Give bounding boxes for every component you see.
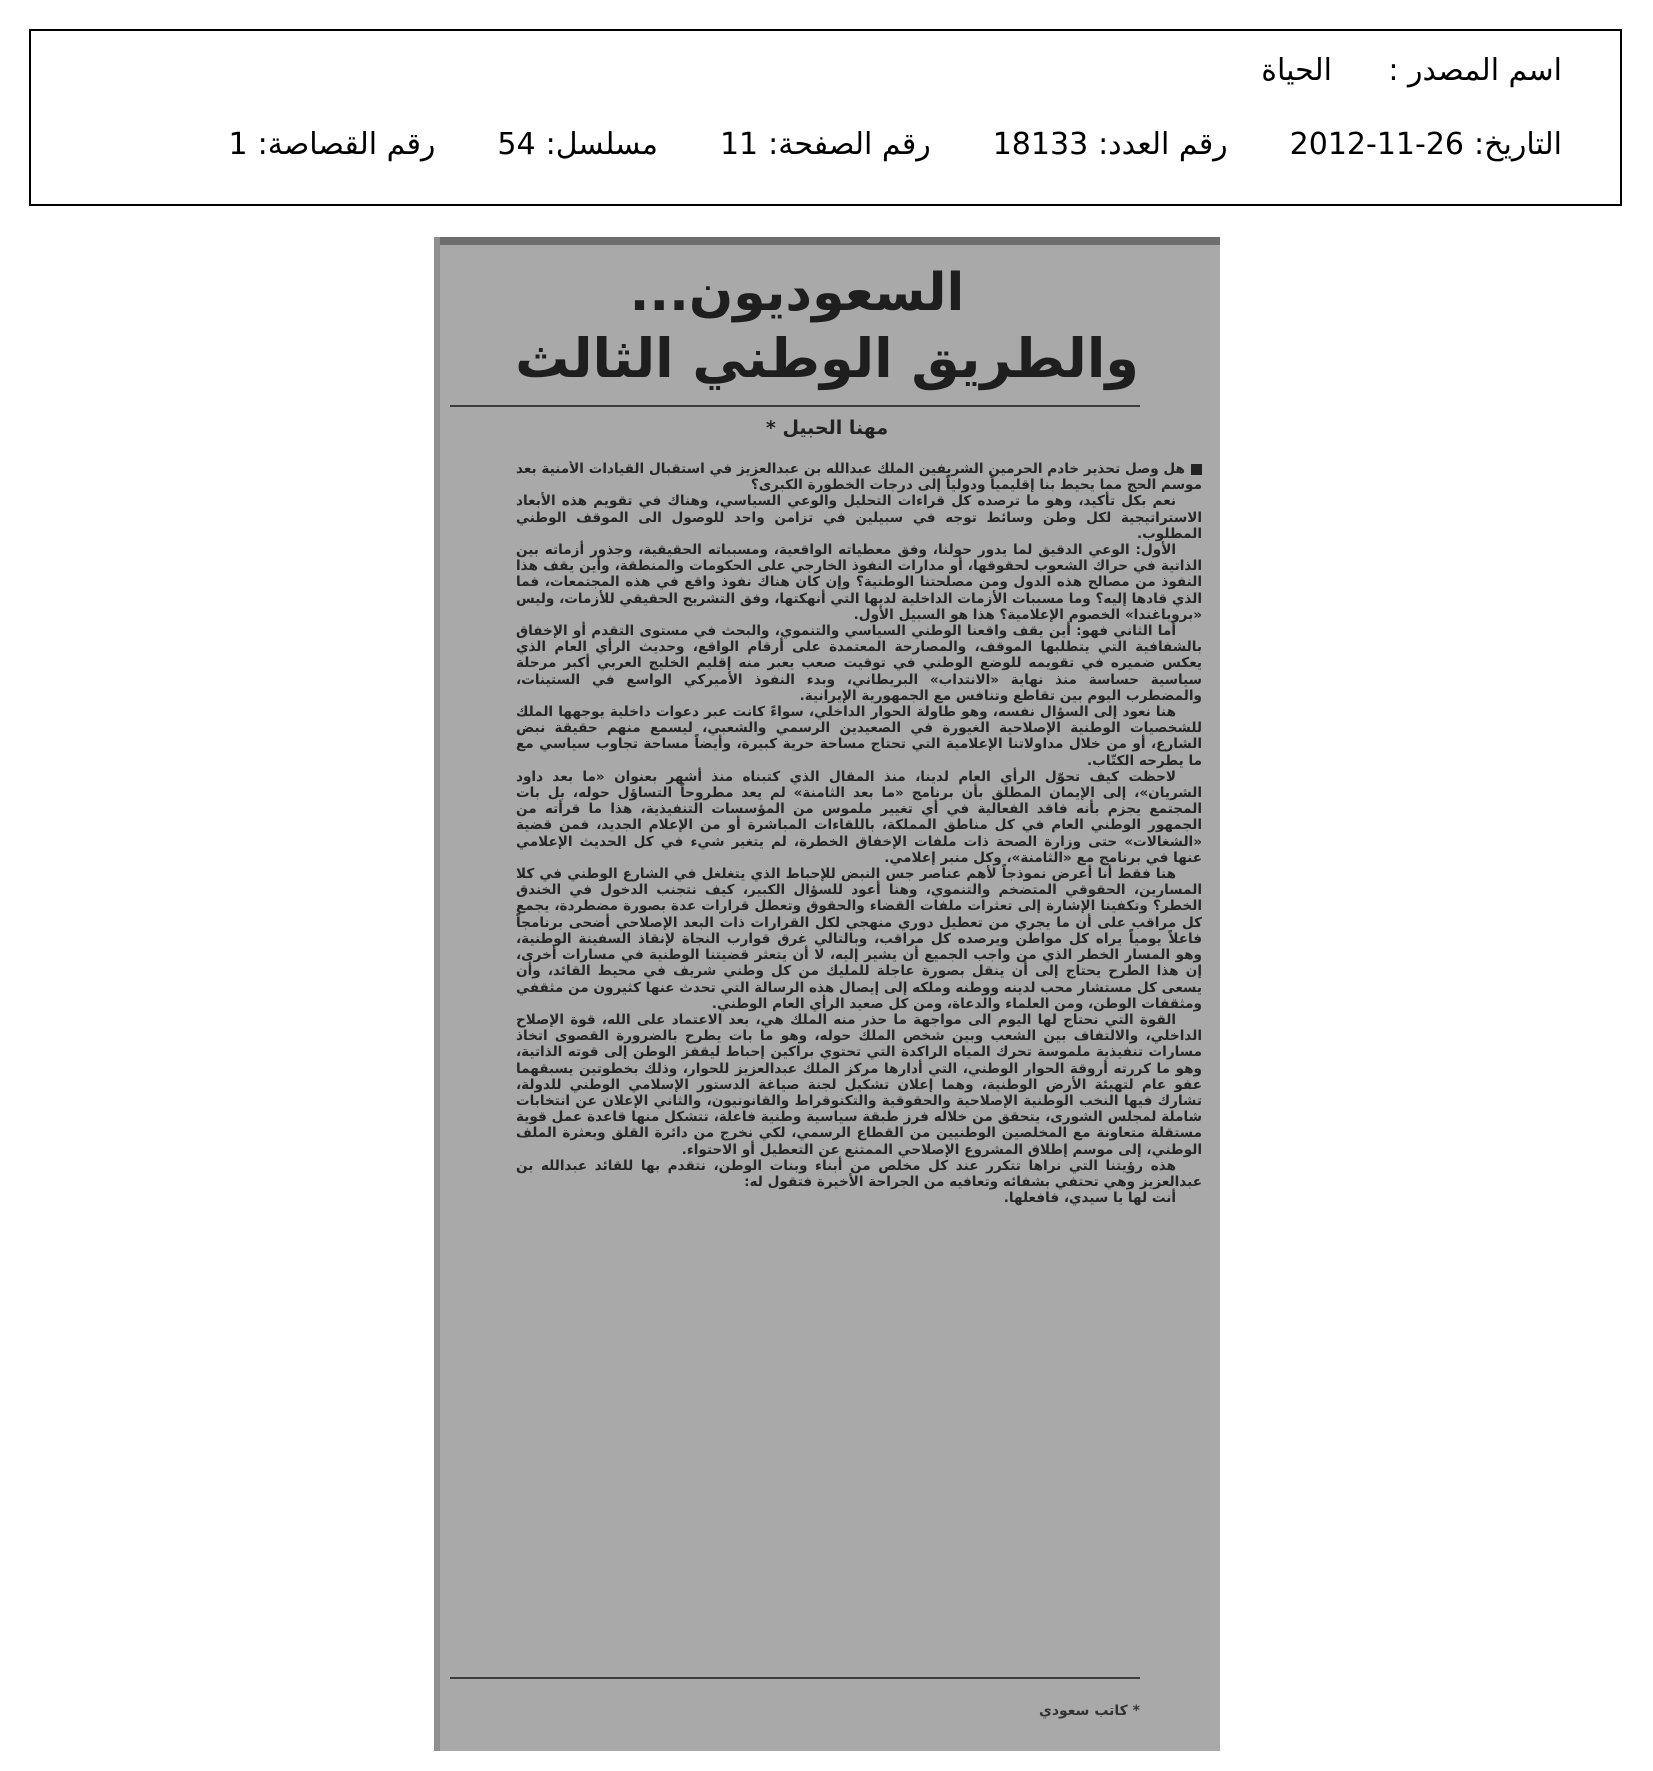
serial-value: 54 [497,127,536,162]
headline-line-1: السعوديون... [629,263,965,323]
article-paragraph-text: هل وصل تحذير خادم الحرمين الشريفين الملك عبدالله بن عبدالعزيز في استقبال القيادات الأمنية بعد موسم الحج مما يحيط بنا إقليمياً ودولياً إلى درجات الخطورة الكبرى؟ [516,461,1202,494]
date-field [1290,127,1562,162]
article-body [516,461,1202,1659]
clipping-top-edge [434,237,1220,245]
article-paragraph: أنت لها يا سيدي، فافعلها. [1003,1190,1176,1207]
article-paragraph: الأول: الوعي الدقيق لما يدور حولنا، وفق معطياته الواقعية، ومسبباته الحقيقية، وجذور أزماته بين الذاتية في حراك الشعوب لحقوقها، أو مدارات النفوذ الخارجي على الحكومات والمنطقة، وأين يقف هذا النفوذ من مصالح هذه الدول ومن مصلحتنا الوطنية؟ وإن كان هناك نفوذ واقع في هذه المجتمعات، فما الذي قادها إليه؟ وما مسببات الأزمات الداخلية لديها التي أنهكتها، وفق التشريح الحقيقي للأزمات، وليس «بروباغندا» الخصوم الإعلامية؟ هذا هو السبيل الأول. [516,542,1202,623]
date-label: التاريخ: [1474,127,1562,162]
headline-divider [450,405,1140,407]
clip-number-field [229,127,436,162]
serial-label: مسلسل: [545,127,658,162]
newspaper-clipping [434,237,1220,1751]
details-row [71,127,1562,162]
clip-number-label: رقم القصاصة: [257,127,436,162]
clipping-left-edge [434,237,440,1751]
clip-number-value: 1 [228,127,248,162]
date-value: 2012-11-26 [1289,127,1465,162]
article-paragraph: أما الثاني فهو: أين يقف واقعنا الوطني السياسي والتنموي، والبحث في مستوى التقدم أو الإخفاق بالشفافية التي يتطلبها الموقف، والمصارحة المعتمدة على أرقام الواقع، وحديث الرأي العام الذي يعكس ضميره في تقويمه للوضع الوطني في توقيت صعب يعبر منه إقليم الخليج العربي أكبر مرحلة سياسية حساسة منذ نهاية «الانتداب» البريطاني، وبدء النفوذ الأميركي الواسع في الستينات، والمضطرب اليوم بين تقاطع وتنافس مع الجمهورية الإيرانية. [516,623,1202,704]
article-paragraph: هنا فقط أنا أعرض نموذجاً لأهم عناصر جس النبض للإحباط الذي يتغلغل في الشارع الوطني في كلا المسارين، الحقوقي المتضخم والتنموي، وهنا أعود للسؤال الكبير، كيف نتجنب الدخول في الخندق الخطر؟ وتكفينا الإشارة إلى تعثرات ملفات القضاء والحقوق وتعطل قرارات عدة بصورة مضطردة، يجمع كل مراقب على أن ما يجري من تعطيل دوري منهجي لكل القرارات ذات البعد الإصلاحي أضحى برنامجاً فاعلاً يومياً يراه كل مواطن ويرصده كل مراقب، وبالتالي غرق قوارب النجاة لإنقاذ السفينة الوطنية، وهو المسار الخطر الذي من واجب الجميع أن يشير إليه، لا أن يتعثر قضيتنا الوطنية في مسارات أخرى، إن هذا الطرح يحتاج إلى أن ينقل بصورة عاجلة للمليك من كل وطني شريف في محيط القائد، وأن يسعى كل مستشار محب لدينه ووطنه وملكه إلى إيصال هذه الرسالة التي تحدث عنها كثيرون من مثقفي ومثقفات الوطن، ومن العلماء والدعاة، ومن كل صعيد الرأي العام الوطني. [516,866,1202,1012]
article-paragraph: هذه رؤيتنا التي نراها تتكرر عند كل مخلص من أبناء وبنات الوطن، نتقدم بها للقائد عبدالله بن عبدالعزيز وهي تحتفي بشفائه وتعافيه من الجراحة الأخيرة فتقول له: [516,1157,1202,1190]
footnote-divider [450,1677,1140,1679]
article-paragraph: هنا نعود إلى السؤال نفسه، وهو طاولة الحوار الداخلي، سواءً كانت عبر دعوات داخلية يوجهها الملك للشخصيات الوطنية الإصلاحية الغيورة في الصعيدين الرسمي والشعبي، ليسمع منهم حقيقة نبض الشارع، أو من خلال مداولاتنا الإعلامية التي تحتاج مساحة حرية كبيرة، وأيضاً مساحة تجاوب سياسي مع ما يطرحه الكتّاب. [516,704,1202,769]
clipping-metadata-box [29,29,1622,206]
page-label: رقم الصفحة: [768,127,931,162]
author-footnote: * كاتب سعودي [1038,1703,1140,1719]
source-value: الحياة [1261,53,1332,88]
paragraph-bullet-icon [1191,464,1202,475]
headline-line-2: والطريق الوطني الثالث [515,327,1139,390]
page-field [720,127,931,162]
article-paragraph: نعم بكل تأكيد، وهو ما ترصده كل قراءات التحليل والوعي السياسي، وهناك في تقويم هذه الأبعاد الاستراتيجية لكل وطن وسائط توجه في سبيلين في تزامن واحد للوصول الى الموقف الوطني المطلوب. [516,493,1202,542]
page-value: 11 [719,127,759,162]
issue-field [993,127,1228,162]
article-paragraph [516,461,1202,493]
article-paragraph: القوة التي نحتاج لها اليوم الى مواجهة ما حذر منه الملك هي، بعد الاعتماد على الله، قوة الإصلاح الداخلي، والالتفاف بين الشعب وبين شخص الملك حوله، وهو ما بات يطرح بالضرورة القصوى اتخاذ مسارات تنفيذية ملموسة تحرك المياه الراكدة التي تحتوي براكين إحباط ليقفز الوطن إلى قوته الذاتية، وهو ما كررته أروقة الحوار الوطني، التي أدارها مركز الملك عبدالعزيز للحوار، وذلك بخطوتين يسبقهما عفو عام لتهيئة الأرض الوطنية، وهما إعلان تشكيل لجنة صياغة الدستور الإسلامي الوطني للدولة، تشارك فيها النخب الوطنية الإصلاحية والحقوقية والتكنوقراط والقانونيون، والثاني الإعلان عن انتخابات شاملة لمجلس الشورى، يتحقق من خلاله فرز طبقة سياسية وطنية فاعلة، تتشكل منها قاعدة عمل قوية مستقلة متعاونة مع المخلصين الوطنيين من القطاع الرسمي، لكي نخرج من دائرة القلق وبعثرة الملف الوطني، إلى موسم إطلاق المشروع الإصلاحي الممتنع عن التعطيل أو الاحتواء. [516,1011,1202,1158]
issue-label: رقم العدد: [1098,127,1228,162]
article-paragraph: لاحظت كيف تحوّل الرأي العام لدينا، منذ المقال الذي كتبناه منذ أشهر بعنوان «ما بعد داود الشريان»، إلى الإيمان المطلق بأن برنامج «ما بعد الثامنة» لم يعد مطروحاً التساؤل حوله، بل بات المجتمع يجزم بأنه فاقد الفعالية في أي تغيير ملموس من المؤسسات التنفيذية، هذا ما قرأته من الجمهور الوطني العام في كل مناطق المملكة، باللقاءات المباشرة أو من الإعلام الجديد، فمن قضية «الشغالات» حتى وزارة الصحة ذات ملفات الإخفاق الخطرة، لم يتغير شيء في كل الحديث الإعلامي عنها في برنامج مع «الثامنة»، وكل منبر إعلامي. [516,768,1202,866]
source-row [71,53,1562,88]
issue-value: 18133 [992,127,1089,162]
source-label: اسم المصدر : [1388,53,1562,88]
byline: مهنا الحبيل * [765,417,889,439]
serial-field [497,127,658,162]
